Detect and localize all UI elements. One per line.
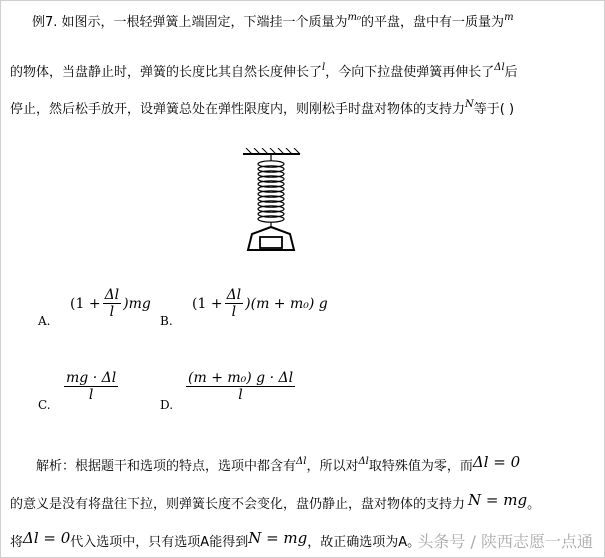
option-d-formula: $\frac{\text{(m + m₀) g · Δl}}{l}$ — [188, 370, 294, 403]
option-c-label: C. — [38, 398, 51, 412]
analysis-line-3: 将Δl = 0代入选项中，只有选项A能得到N = mg，故正确选项为A。 — [10, 529, 421, 550]
ceiling-support — [243, 148, 300, 154]
analysis-line-2: 的意义是没有将盘往下拉，则弹簧长度不会变化，盘仍静止，盘对物体的支持力 N = mg。 — [10, 491, 541, 512]
analysis-line-1: 解析：根据题干和选项的特点，选项中都含有$^{\Delta l}$，所以对$^{\Delta l}$取特殊值为零，而Δl = 0 — [36, 453, 521, 474]
question-line-2: 的物体，当盘静止时，弹簧的长度比其自然长度伸长了$^l$，今向下拉盘使弹簧再伸长了$^{\Delta l}$后 — [10, 62, 518, 80]
pan-with-block — [248, 227, 294, 250]
symbol-N: N — [465, 99, 474, 110]
question-line-1: 例7. 如图示，一根轻弹簧上端固定，下端挂一个质量为$^{m_0}$的平盘，盘中有一质量为$^m$ — [32, 12, 514, 30]
option-d-label: D. — [160, 398, 174, 412]
spring-coil — [258, 154, 284, 227]
symbol-m: m — [504, 12, 514, 23]
symbol-m0: m₀ — [347, 12, 362, 23]
option-a-label: A. — [38, 314, 51, 328]
option-b-label: B. — [160, 314, 173, 328]
option-b-formula: (1 + $\frac{\Delta l}{l}$ )(m + m₀) g — [192, 287, 328, 320]
symbol-delta-l: Δl — [494, 62, 505, 73]
question-line-3: 停止，然后松手放开，设弹簧总处在弹性限度内，则刚松手时盘对物体的支持力$^N$等于( ) — [10, 99, 515, 117]
option-a-formula: (1 + $\frac{\Delta l}{l}$ )mg — [70, 287, 151, 320]
watermark: 头条号 / 陕西志愿一点通 — [417, 532, 593, 551]
symbol-l: l — [322, 62, 326, 73]
option-c-formula: $\frac{mg \cdot \Delta l}{l}$ — [66, 370, 117, 403]
spring-figure — [238, 148, 308, 258]
